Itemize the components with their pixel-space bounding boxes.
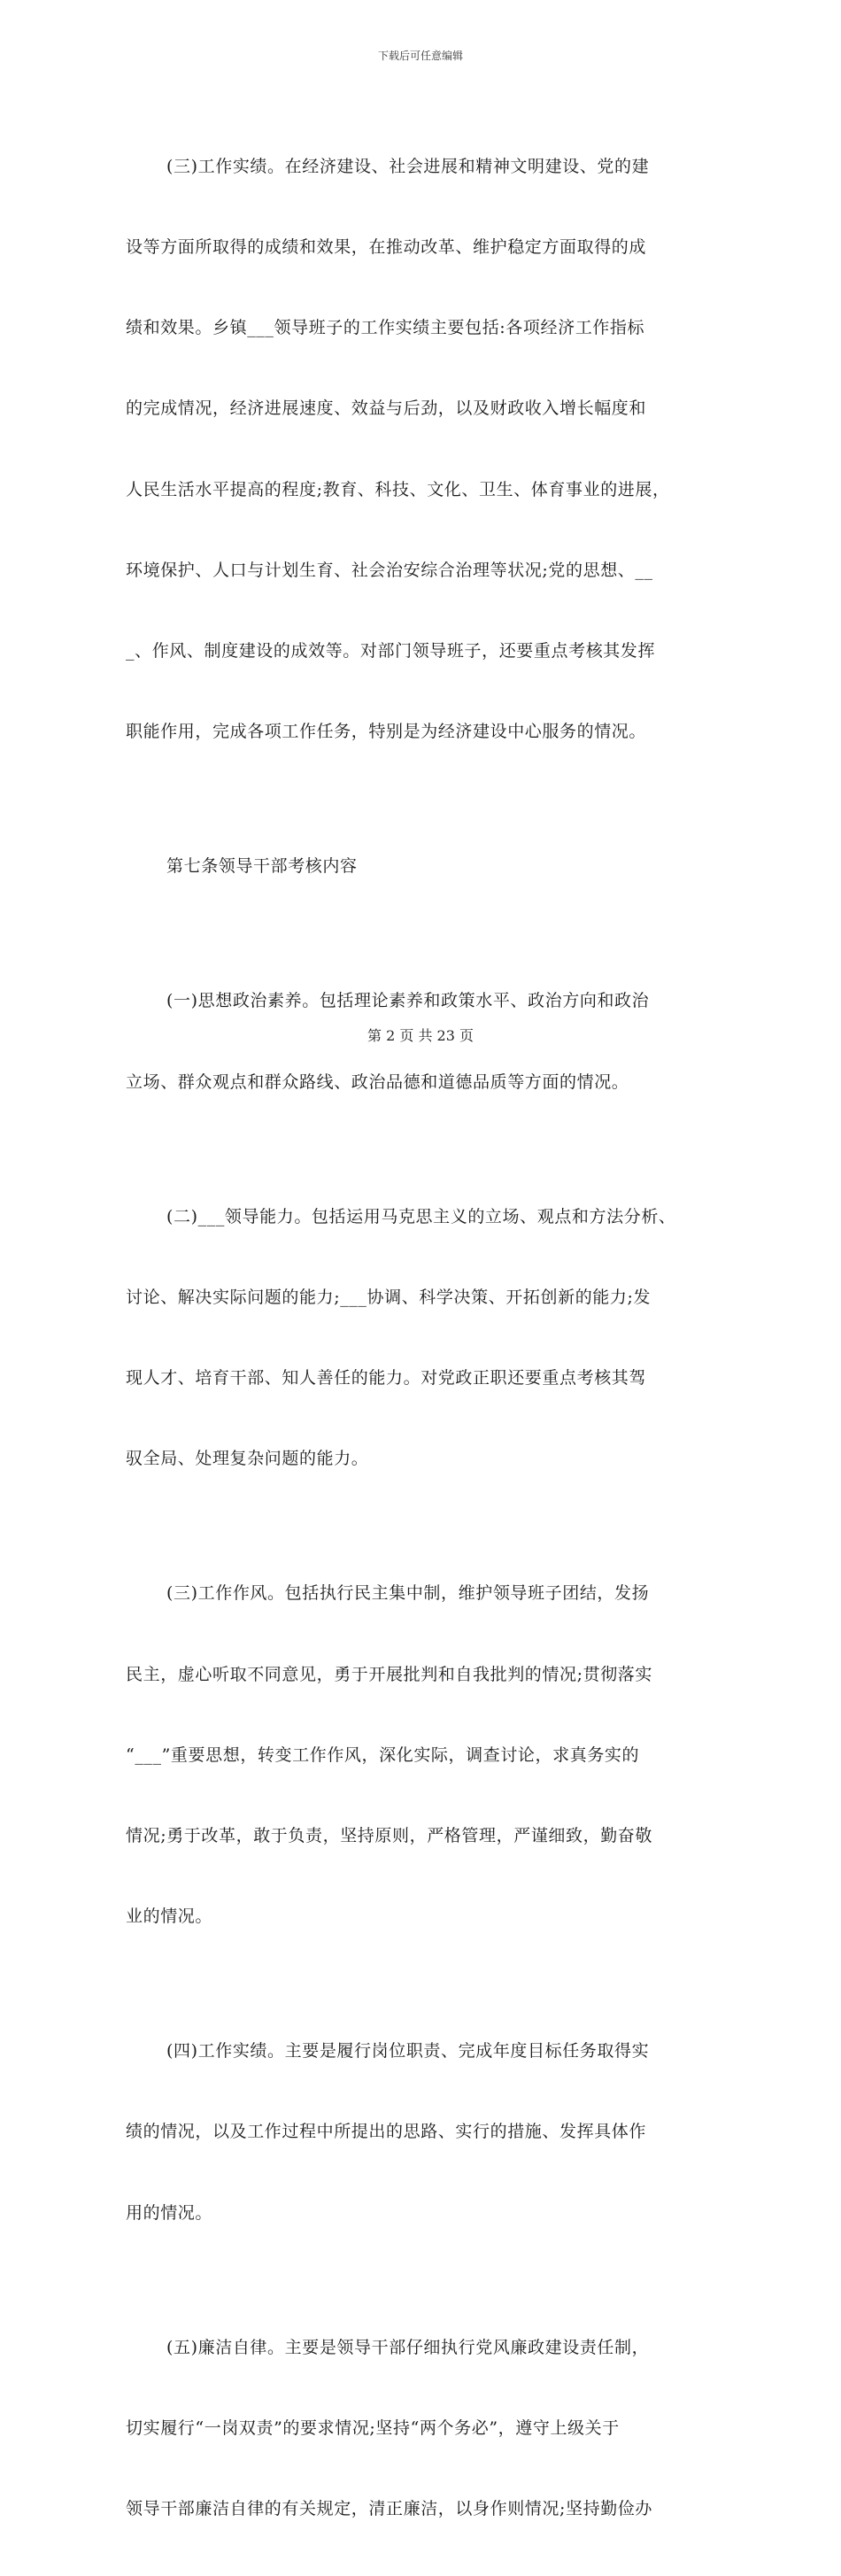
text-line: 的完成情况，经济进展速度、效益与后劲，以及财政收入增长幅度和 (126, 398, 647, 419)
text-line: 现人才、培育干部、知人善任的能力。对党政正职还要重点考核其驾 (126, 1368, 647, 1389)
text-line: 用的情况。 (126, 2202, 213, 2223)
text-line: 设等方面所取得的成绩和效果，在推动改革、维护稳定方面取得的成 (126, 237, 647, 258)
paragraph-work-style (126, 1527, 719, 1984)
text-line: 绩和效果。乡镇___领导班子的工作实绩主要包括:各项经济工作指标 (126, 318, 645, 338)
text-line: (四)工作实绩。主要是履行岗位职责、完成年度目标任务取得实 (166, 2041, 650, 2062)
text-line: 人民生活水平提高的程度;教育、科技、文化、卫生、体育事业的进展， (126, 479, 670, 499)
text-line: 讨论、解决实际问题的能力;___协调、科学决策、开拓创新的能力;发 (126, 1287, 652, 1307)
text-line: 民主，虚心听取不同意见，勇于开展批判和自我批判的情况;贯彻落实 (126, 1664, 653, 1684)
page-number-footer: 第 2 页 共 23 页 (367, 1027, 474, 1044)
text-line: (一)思想政治素养。包括理论素养和政策水平、政治方向和政治 (166, 991, 650, 1011)
text-line: 切实履行“一岗双责”的要求情况;坚持“两个务必”，遵守上级关于 (126, 2417, 620, 2438)
text-line: 第七条领导干部考核内容 (166, 856, 358, 877)
section-heading-article-7 (126, 800, 719, 934)
document-body (126, 99, 719, 2576)
text-line: (三)工作实绩。在经济建设、社会进展和精神文明建设、党的建 (166, 156, 650, 176)
text-line: 情况;勇于改革，敢于负责，坚持原则，严格管理，严谨细致，勤奋敬 (126, 1826, 653, 1845)
page-header-note: 下载后可任意编辑 (377, 50, 463, 62)
text-line: 业的情况。 (126, 1907, 213, 1927)
text-line: 环境保护、人口与计划生育、社会治安综合治理等状况;党的思想、__ (126, 560, 653, 580)
text-line: 驭全局、处理复杂问题的能力。 (126, 1449, 369, 1469)
paragraph-leadership-ability (126, 1149, 719, 1527)
text-line: 立场、群众观点和群众路线、政治品德和道德品质等方面的情况。 (126, 1071, 629, 1092)
text-line: 职能作用，完成各项工作任务，特别是为经济建设中心服务的情况。 (126, 722, 647, 742)
text-line: “___”重要思想，转变工作作风，深化实际，调查讨论，求真务实的 (126, 1744, 640, 1765)
paragraph-integrity (126, 2280, 719, 2576)
text-line: (三)工作作风。包括执行民主集中制，维护领导班子团结，发扬 (166, 1583, 650, 1604)
text-line: 绩的情况，以及工作过程中所提出的思路、实行的措施、发挥具体作 (126, 2122, 647, 2142)
text-line: _、作风、制度建设的成效等。对部门领导班子，还要重点考核其发挥 (126, 641, 656, 661)
text-line: (五)廉洁自律。主要是领导干部仔细执行党风廉政建设责任制， (166, 2337, 650, 2357)
text-line: 领导干部廉洁自律的有关规定，清正廉洁，以身作则情况;坚持勤俭办 (126, 2499, 653, 2519)
text-line: (二)___领导能力。包括运用马克思主义的立场、观点和方法分析、 (166, 1206, 676, 1226)
paragraph-work-achievements-individual (126, 1984, 719, 2279)
paragraph-work-achievements-team (126, 99, 719, 800)
